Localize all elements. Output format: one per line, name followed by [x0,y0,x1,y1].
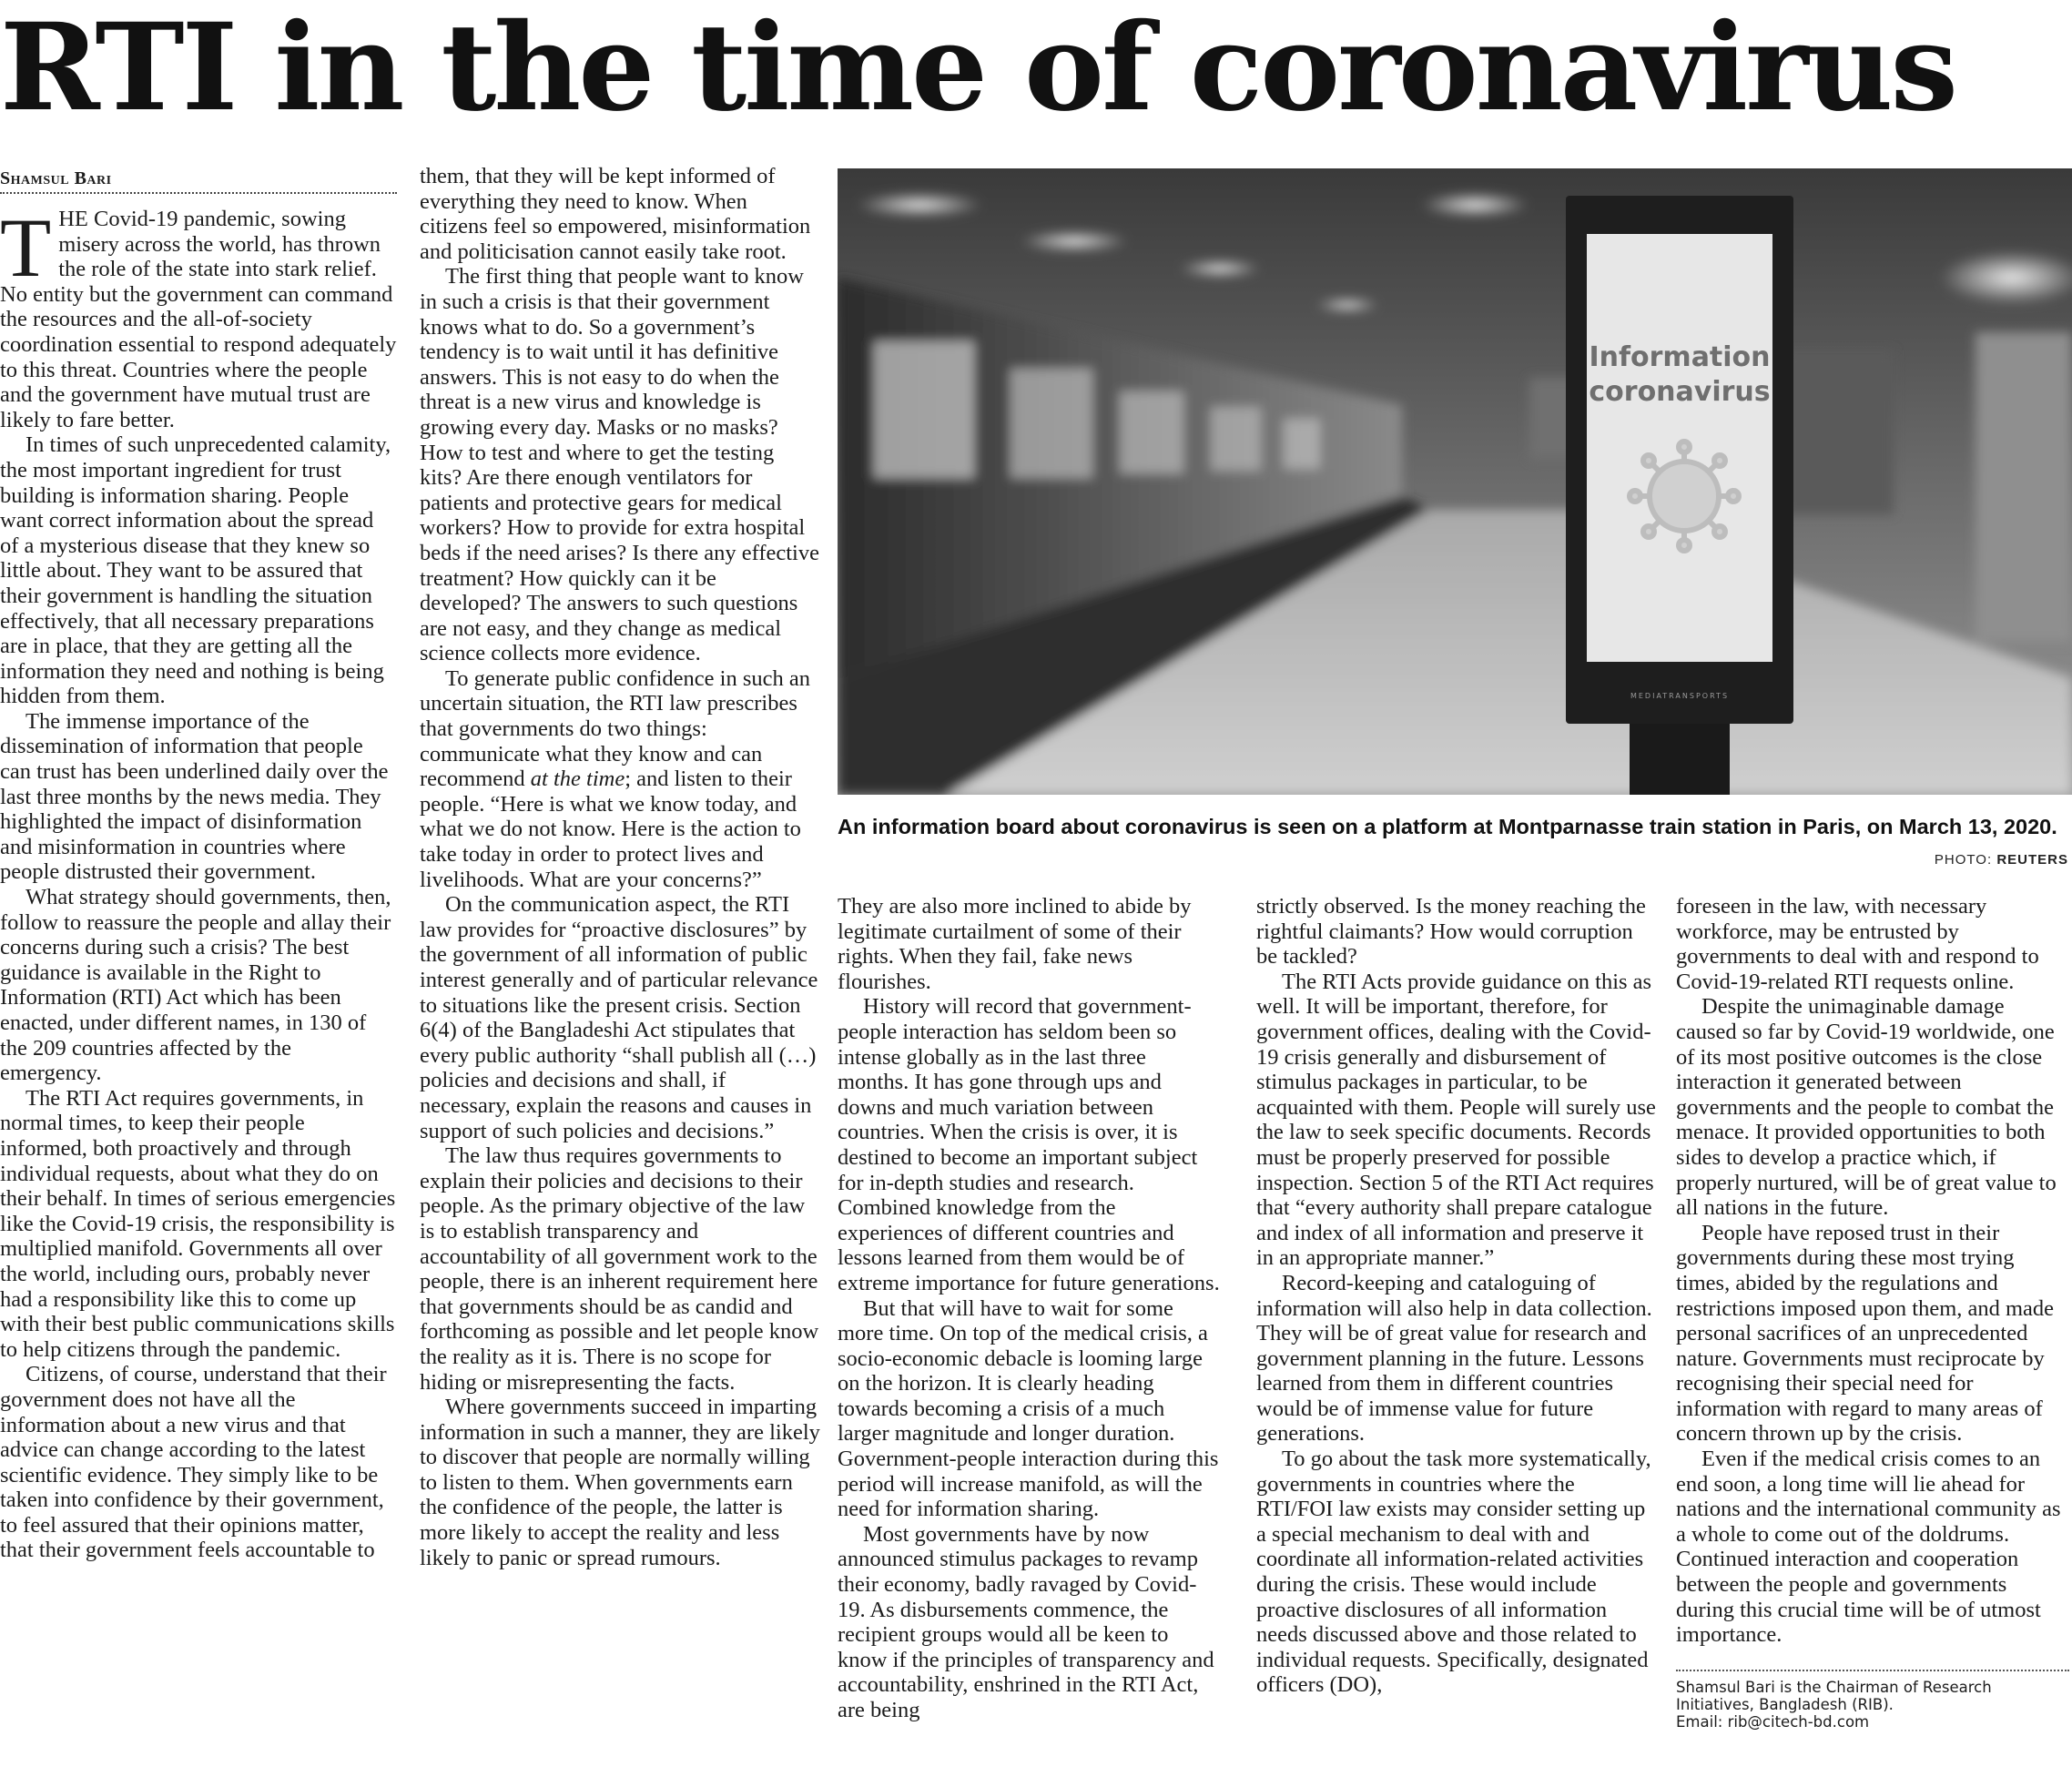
column-3 [838,894,1220,1723]
paragraph: The RTI Act requires governments, in normal times, to keep their people informed, both proactively and through individual requests, about what they do on their behalf. In times of serious emergencies like the Covid-19 crisis, the responsibility is multiplied manifold. Governments all over the world, including ours, probably never had a responsibility like this to come up with their best public communications skills to help citizens through the pandemic. [0,1085,396,1362]
paragraph: Where governments succeed in imparting information in such a manner, they are likely to discover that people are normally willing to listen to them. When governments earn the confidence of the people, the latter is more likely to accept the reality and less likely to panic or spread rumours. [420,1395,820,1570]
paragraph: On the communication aspect, the RTI law provides for “proactive disclosures” by the government of all information of public interest generally and of particular relevance to situations like the present crisis. Section 6(4) of the Bangladeshi Act stipulates that every public authority “shall publish all (…) policies and decisions and shall, if necessary, explain the reasons and causes in support of such policies and decisions.” [420,892,818,1143]
paragraph: foreseen in the law, with necessary workforce, may be entrusted by governments to deal with and respond to Covid-19-related RTI requests online. [1676,894,2039,994]
paragraph: Citizens, of course, understand that their government does not have all the information about a new virus and that advice can change according to the latest scientific evidence. They simply like to be taken into confidence by their government, to feel assured that their opinions matter, that their government feels accountable to [0,1362,387,1563]
paragraph: Despite the unimaginable damage caused so far by Covid-19 worldwide, one of its most positive outcomes is the close interaction it generated between governments and the people to combat the menace. It provided opportunities to both sides to develop a practice which, if properly nurtured, will be of great value to all nations in the future. [1676,994,2057,1221]
paragraph: The RTI Acts provide guidance on this as well. It will be important, therefore, for government offices, dealing with the Covid-19 crisis generally and disbursement of stimulus packages in particular, to be acquainted with them. People will surely use the law to seek specific documents. Records must be properly preserved for possible inspection. Section 5 of the RTI Act requires that “every authority shall prepare catalogue and index of all information and preserve it in an appropriate manner.” [1256,969,1656,1271]
paragraph: What strategy should governments, then, follow to reassure the people and allay their concerns during such a crisis? The best guidance is available in the Right to Information (RTI) Act which has been enacted, under different names, in 130 of the 209 countries affected by the emergency. [0,885,391,1086]
paragraph: History will record that government-people interaction has seldom been so intense globally as in the last three months. It has gone through ups and downs and much variation between countries. When the crisis is over, it is destined to become an important subject for in-depth studies and research. Combined knowledge from the experiences of different countries and lessons learned from them would be of extreme importance for future generations. [838,994,1220,1295]
column-5 [1676,894,2069,1731]
paragraph: them, that they will be kept informed of everything they need to know. When citizens feel so empowered, misinformation and politicisation cannot easily take root. [420,164,811,264]
paragraph: To go about the task more systematically, governments in countries where the RTI/FOI law exists may consider setting up a special mechanism to deal with and coordinate all information-related activities during the crisis. These would include proactive disclosures of all information needs discussed above and those related to individual requests. Specifically, designated officers (DO), [1256,1447,1651,1698]
credit-label: PHOTO: [1934,852,1993,868]
sign-text-line1: Information [1589,341,1771,373]
column-4 [1256,894,1657,1698]
sign-text-line2: coronavirus [1589,376,1771,408]
photo-caption: An information board about coronavirus is seen on a platform at Montparnasse train station in Paris, on March 13, 2020. [838,815,2057,838]
author-note-line: Initiatives, Bangladesh (RIB). [1676,1695,1894,1713]
station-photo [838,168,2072,795]
paragraph: To generate public confidence in such an uncertain situation, the RTI law prescribes that governments do two things: communicate what they know and can recommend at the time; and listen to their people. “Here is what we know today, and what we do not know. Here is the action to take today in order to protect lives and livelihoods. What are your concerns?” [420,665,811,892]
paragraph: The first thing that people want to know in such a crisis is that their government knows what to do. So a government’s tendency is to wait until it has definitive answers. This is not easy to do when the threat is a new virus and knowledge is growing every day. Masks or no masks? How to test and where to get the testing kits? Are there enough ventilators for patients and protective gears for medical workers? How to provide for extra hospital beds if the need arises? Is there any effective treatment? How quickly can it be developed? The answers to such questions are not easy, and they change as medical science collects more evidence. [420,264,819,666]
paragraph: People have reposed trust in their governments during these most trying times, abided by the regulations and restrictions imposed upon them, and made personal sacrifices of an unprecedented nature. Governments must reciprocate by recognising their special need for information with regard to many areas of concern thrown up by the crisis. [1676,1220,2055,1447]
author-email[interactable]: Email: rib@citech-bd.com [1676,1712,1870,1731]
paragraph: THE Covid-19 pandemic, sowing misery across the world, has thrown the role of the state into stark relief. No entity but the government can command the resources and the all-of-society coordination essential to respond adequately to this threat. Countries where the people and the government have mutual trust are likely to fare better. [0,201,397,432]
sign-brand: MEDIATRANSPORTS [1630,692,1730,700]
paragraph: They are also more inclined to abide by legitimate curtailment of some of their rights. When they fail, fake news flourishes. [838,894,1192,994]
paragraph: Most governments have by now announced stimulus packages to revamp their economy, badly ravaged by Covid-19. As disbursements commence, the recipient groups would all be keen to know if the principles of transparency and accountability, enshrined in the RTI Act, are being [838,1521,1214,1722]
author-note-line: Shamsul Bari is the Chairman of Research [1676,1678,1992,1696]
paragraph: The law thus requires governments to explain their policies and decisions to their people. As the primary objective of the law is to establish transparency and accountability of all government work to the people, there is an inherent requirement here that governments should be as candid and forthcoming as possible and let people know the reality as it is. There is no scope for hiding or misrepresenting the facts. [420,1143,819,1395]
drop-cap: T [0,201,52,294]
virus-icon [1630,442,1739,551]
credit-name: REUTERS [1996,852,2068,868]
paragraph: Record-keeping and cataloguing of information will also help in data collection. They will be of great value for research and government planning in the future. Lessons learned from them in different countries would be of immense value for future generations. [1256,1270,1652,1447]
paragraph: But that will have to wait for some more time. On top of the medical crisis, a socio-economic debacle is looming large on the horizon. It is clearly heading towards becoming a crisis of a much larger magnitude and longer duration. Government-people interaction during this period will increase manifold, as will the need for information sharing. [838,1295,1219,1522]
paragraph: The immense importance of the dissemination of information that people can trust has been underlined daily over the last three months by the news media. They highlighted the impact of disinformation and misinformation in countries where people distrusted their government. [0,708,389,885]
column-1 [0,167,397,1563]
author-note [1676,1670,2069,1731]
byline: Shamsul Bari [0,167,397,194]
paragraph: strictly observed. Is the money reaching the rightful claimants? How would corruption be tackled? [1256,894,1646,970]
photo-credit [1935,852,2068,868]
headline: RTI in the time of coronavirus [0,0,1955,138]
paragraph: Even if the medical crisis comes to an end soon, a long time will lie ahead for nations and the international community as a whole to come out of the doldrums. Continued interaction and cooperation between the people and governments during this crucial time will be of utmost importance. [1676,1447,2061,1648]
column-2 [420,164,820,1570]
paragraph: In times of such unprecedented calamity, the most important ingredient for trust building is information sharing. People want correct information about the spread of a mysterious disease that they knew so little about. They want to be assured that their government is handling the situation effectively, that all necessary preparations are in place, that they are getting all the information they need and nothing is being hidden from them. [0,432,391,709]
